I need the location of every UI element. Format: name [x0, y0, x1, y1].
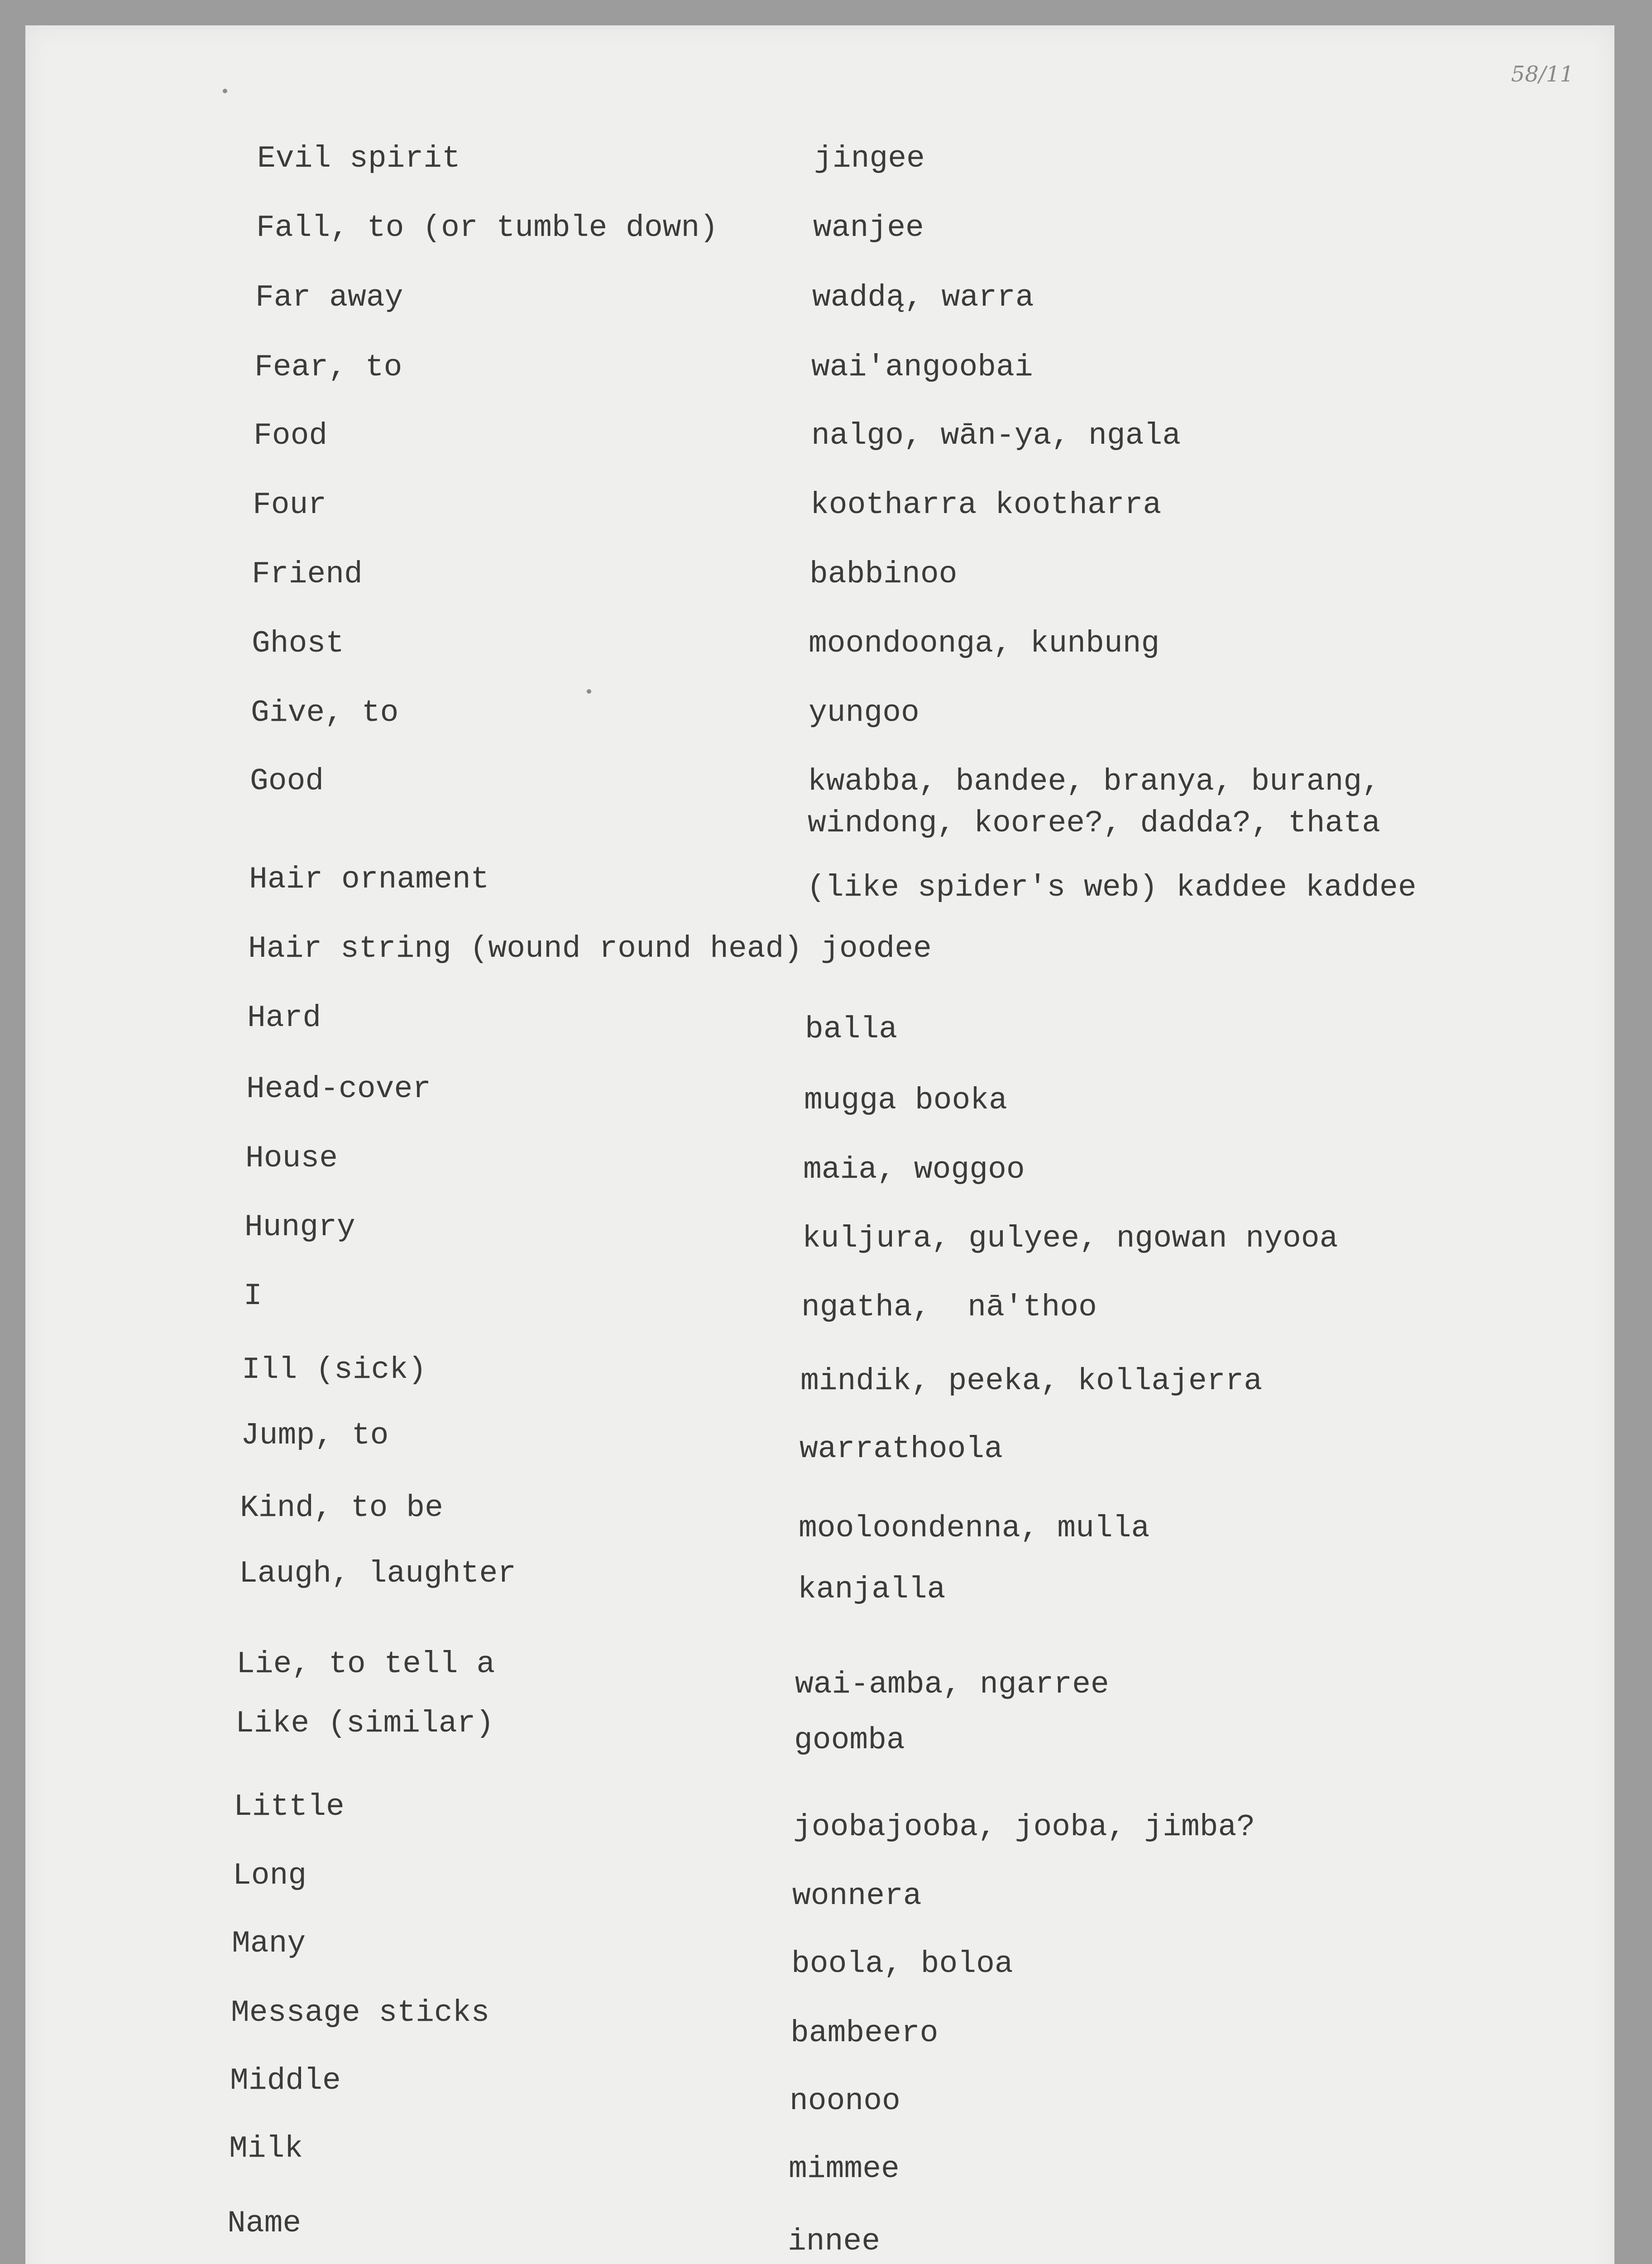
- entry-term: Message sticks: [231, 1995, 490, 2030]
- vocab-entry: [25, 541, 1614, 592]
- entry-term: Name: [227, 2206, 302, 2241]
- entry-term: Far away: [255, 280, 403, 315]
- vocab-entry: [25, 334, 1614, 385]
- entry-gloss: mindik, peeka, kollajerra: [800, 1364, 1263, 1399]
- entry-gloss: innee: [788, 2224, 881, 2259]
- vocab-entry: [25, 1690, 1614, 1758]
- vocab-entry: [25, 1055, 1614, 1118]
- entry-gloss: kanjalla: [798, 1572, 946, 1607]
- entry-term: Lie, to tell a: [236, 1647, 495, 1682]
- entry-term: Kind, to be: [240, 1491, 443, 1525]
- entry-gloss: noonoo: [790, 2084, 900, 2119]
- entry-gloss: mooloondenna, mulla: [799, 1511, 1150, 1546]
- entry-gloss: ngatha, nā'thoo: [801, 1290, 1097, 1325]
- vocab-entry: [25, 1336, 1614, 1399]
- entry-gloss: waddą, warra: [812, 280, 1034, 315]
- vocab-entry: [25, 1842, 1614, 1914]
- entry-term: House: [245, 1141, 338, 1176]
- entry-term: Ill (sick): [242, 1353, 427, 1387]
- entry-term: Food: [254, 418, 328, 453]
- entry-term: Give, to: [251, 696, 399, 730]
- vocab-entry: [25, 471, 1614, 523]
- vocab-entry: [25, 2190, 1614, 2259]
- paper-speck: [223, 89, 227, 93]
- entry-term: Many: [232, 1926, 306, 1961]
- entry-gloss: kwabba, bandee, branya, burang, windong, kooree?, dadda?, thata: [808, 764, 1381, 841]
- vocab-entry: [25, 1194, 1614, 1256]
- vocab-entry: [25, 2047, 1614, 2119]
- vocab-entry: [25, 1910, 1614, 1981]
- entry-gloss: wai'angoobai: [811, 350, 1033, 385]
- entry-gloss: (like spider's web) kaddee kaddee: [807, 870, 1417, 905]
- vocab-entry: [25, 1979, 1614, 2051]
- entry-gloss: maia, woggoo: [803, 1152, 1025, 1187]
- paper-speck: [587, 689, 591, 694]
- vocab-entry: [25, 2253, 1614, 2258]
- entry-term: Evil spirit: [257, 141, 460, 176]
- entry-gloss: moondoonga, kunbung: [809, 626, 1160, 661]
- entry-gloss: mugga booka: [804, 1083, 1007, 1118]
- entry-term: Middle: [230, 2063, 341, 2098]
- entry-term: Head-cover: [246, 1072, 431, 1107]
- entry-gloss: wai-amba, ngarree: [795, 1667, 1109, 1702]
- entry-term: [226, 2253, 300, 2264]
- vocab-entry: [25, 679, 1614, 730]
- entry-term: Friend: [252, 557, 363, 592]
- vocab-entry: [25, 2115, 1614, 2187]
- entry-term: Fear, to: [254, 350, 402, 385]
- page-number: 58/11: [1511, 62, 1574, 87]
- entry-gloss: wanjee: [813, 211, 924, 245]
- entry-gloss: warrathoola: [800, 1432, 1003, 1467]
- vocab-entry: [25, 194, 1614, 245]
- entry-term: Long: [233, 1858, 307, 1893]
- vocab-entry: [25, 610, 1614, 661]
- entry-term: Good: [250, 764, 324, 799]
- vocab-entry: [25, 1540, 1614, 1607]
- entry-term: Fall, to (or tumble down): [256, 211, 718, 245]
- entry-gloss: joobajooba, jooba, jimba?: [793, 1810, 1255, 1845]
- entry-gloss: goomba: [794, 1723, 905, 1758]
- entry-gloss: balla: [805, 1012, 898, 1047]
- entry-gloss: yungoo: [809, 696, 919, 730]
- entry-gloss: kootharra kootharra: [810, 488, 1162, 523]
- entry-term: I: [244, 1279, 262, 1314]
- vocab-entry: [25, 846, 1614, 905]
- entry-gloss: nalgo, wān-ya, ngala: [811, 418, 1181, 453]
- entry-term: Like (similar): [235, 1706, 494, 1741]
- vocab-entry: [25, 915, 1614, 966]
- entry-gloss: mimmee: [789, 2152, 900, 2187]
- entry-term: Hungry: [244, 1210, 355, 1245]
- entry-term: Hard: [247, 1001, 321, 1036]
- entry-gloss: bambeero: [790, 2016, 939, 2051]
- vocab-entry: [25, 1402, 1614, 1467]
- entry-term: Four: [253, 488, 327, 523]
- entry-gloss: wonnera: [792, 1879, 922, 1914]
- vocab-entry: [25, 125, 1614, 176]
- entry-gloss: boola, boloa: [791, 1947, 1013, 1981]
- entry-term: Milk: [229, 2131, 303, 2166]
- vocab-entry: [25, 402, 1614, 453]
- entry-term: Jump, to: [241, 1418, 389, 1453]
- vocab-entry: [25, 984, 1614, 1047]
- vocab-entry: [25, 1773, 1614, 1845]
- vocab-entry: [25, 1125, 1614, 1187]
- vocab-entry: [25, 748, 1614, 841]
- entry-term: Little: [234, 1789, 345, 1824]
- entry-gloss: babbinoo: [809, 557, 958, 592]
- entry-gloss: kuljura, gulyee, ngowan nyooa: [802, 1221, 1338, 1256]
- vocab-entry: [25, 264, 1614, 315]
- vocab-entry: [25, 1631, 1614, 1702]
- entry-term: Hair string (wound round head) joodee: [248, 931, 932, 966]
- document-page: [25, 25, 1614, 2264]
- vocab-entry: [25, 1262, 1614, 1325]
- entry-gloss: jingee: [814, 141, 925, 176]
- entry-term: Laugh, laughter: [239, 1556, 517, 1591]
- vocab-entry: [25, 1474, 1614, 1546]
- entry-term: Hair ornament: [249, 862, 489, 897]
- entry-term: Ghost: [252, 626, 345, 661]
